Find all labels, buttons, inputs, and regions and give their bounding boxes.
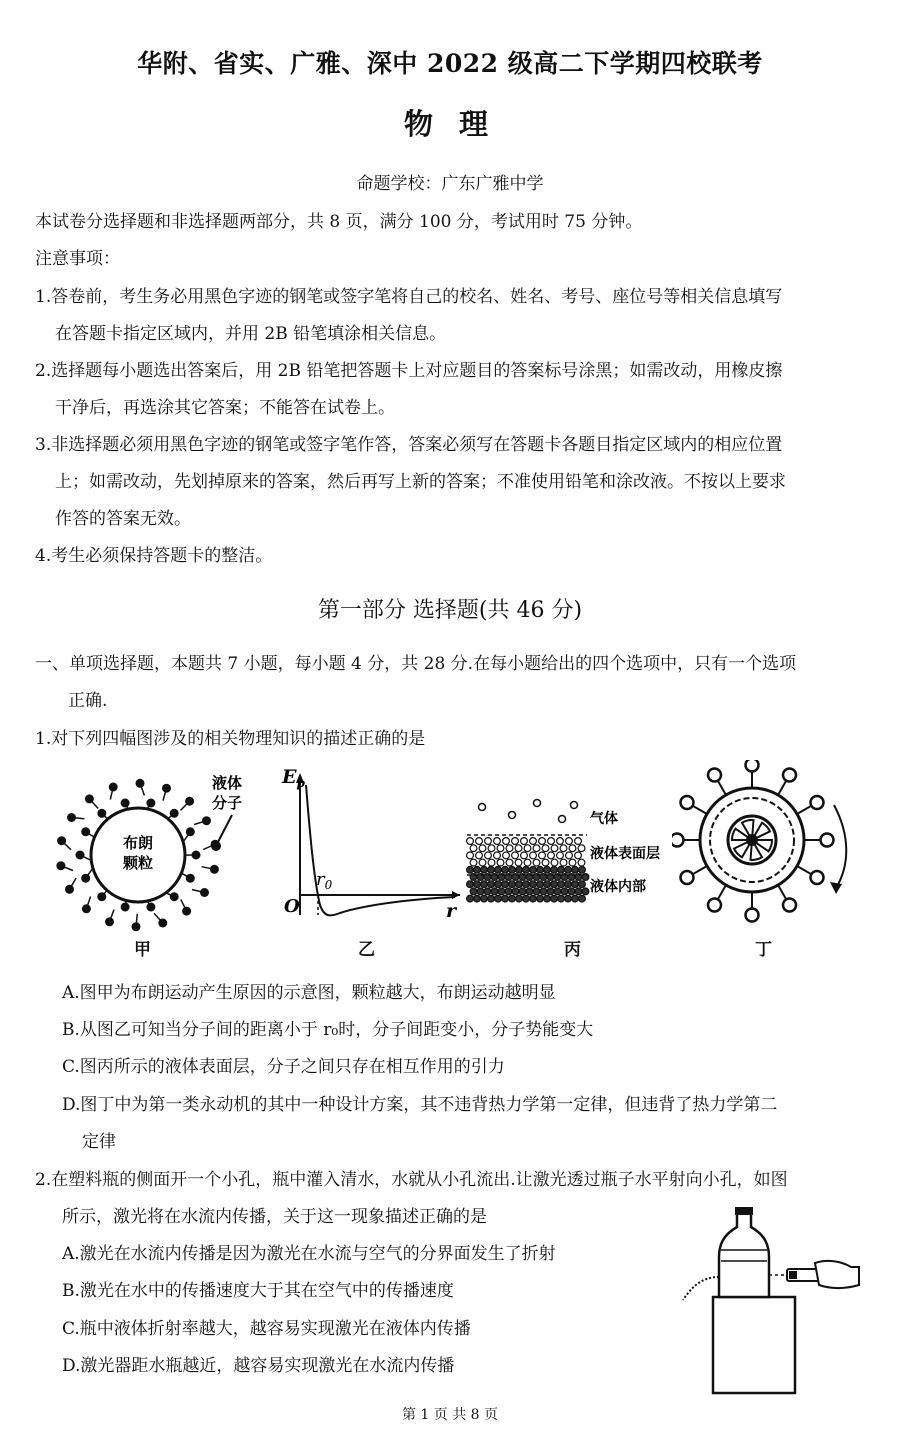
q2-option-c: C.瓶中液体折射率越大，越容易实现激光在液体内传播 — [62, 1319, 471, 1339]
liquid-molecule — [512, 888, 519, 895]
liquid-molecule — [488, 895, 495, 902]
liquid-molecule — [565, 866, 572, 873]
q1-option-d: D.图丁中为第一类永动机的其中一种设计方案，其不违背热力学第一定律，但违背了热力学第二 — [62, 1095, 778, 1115]
q2-stem: 2.在塑料瓶的侧面开一个小孔，瓶中灌入清水，水就从小孔流出.让激光透过瓶子水平射向小孔，如图 — [35, 1170, 788, 1190]
liquid-molecule — [470, 859, 477, 866]
notice-line: 2.选择题每小题选出答案后，用 2B 铅笔把答题卡上对应题目的答案标号涂黑；如需改动，用橡皮擦 — [35, 361, 783, 381]
liquid-molecule — [557, 838, 564, 845]
liquid-molecule — [530, 895, 537, 902]
liquid-molecule — [474, 895, 481, 902]
liquid-molecule — [572, 881, 579, 888]
liquid-molecule — [537, 866, 544, 873]
liquid-molecule — [566, 852, 573, 859]
spoke-ball — [746, 760, 759, 772]
liquid-molecule — [521, 838, 528, 845]
liquid-molecule — [516, 895, 523, 902]
notice-line: 4.考生必须保持答题卡的整洁。 — [35, 546, 273, 566]
liquid-molecule — [540, 888, 547, 895]
liquid-molecule — [495, 881, 502, 888]
intro-text: 本试卷分选择题和非选择题两部分，共 8 页，满分 100 分，考试用时 75 分钟。 — [35, 212, 643, 232]
molecule-dot — [211, 841, 221, 851]
liquid-molecule — [551, 859, 558, 866]
notice-line: 上；如需改动，先划掉原来的答案，然后再写上新的答案；不准使用铅笔和涂改液。不按以上要求 — [55, 472, 786, 492]
liquid-molecule — [554, 888, 561, 895]
liquid-molecule — [530, 852, 537, 859]
particle-label: 颗粒 — [122, 854, 154, 872]
liquid-molecule — [509, 895, 516, 902]
liquid-molecule — [544, 866, 551, 873]
liquid-molecule — [509, 881, 516, 888]
spoke-ball — [672, 834, 684, 847]
molecule-velocity-arrow — [154, 913, 163, 923]
liquid-molecule — [481, 866, 488, 873]
liquid-molecule — [521, 852, 528, 859]
figure-bing — [462, 795, 672, 905]
gas-label: 气体 — [590, 811, 618, 827]
liquid-molecule — [523, 881, 530, 888]
gas-molecule — [534, 800, 541, 807]
pointer-line — [218, 815, 232, 842]
liquid-molecule — [477, 888, 484, 895]
caption-jia: 甲 — [134, 940, 151, 960]
liquid-molecule — [497, 845, 504, 852]
liquid-molecule — [568, 888, 575, 895]
liquid-molecule — [479, 845, 486, 852]
liquid-molecule — [542, 859, 549, 866]
liquid-molecule — [551, 881, 558, 888]
liquid-molecule — [558, 881, 565, 888]
liquid-molecule — [566, 838, 573, 845]
liquid-molecule — [470, 845, 477, 852]
liquid-molecule — [476, 838, 483, 845]
q1-option-d-cont: 定律 — [82, 1132, 116, 1152]
liquid-molecule — [547, 888, 554, 895]
q1-option-b: B.从图乙可知当分子间的距离小于 r₀时，分子间距变小，分子势能变大 — [62, 1020, 594, 1040]
liquid-molecule — [544, 895, 551, 902]
liquid-molecule — [488, 859, 495, 866]
liquid-molecule — [470, 888, 477, 895]
r0-label: $r_0$ — [316, 869, 333, 892]
liquid-molecule — [512, 852, 519, 859]
liquid-molecule — [548, 838, 555, 845]
section-instruction: 一、单项选择题，本题共 7 小题，每小题 4 分，共 28 分.在每小题给出的四个选项中，只有一个选项 — [35, 654, 797, 674]
caption-bing: 丙 — [564, 940, 581, 960]
laser-tip — [789, 1271, 797, 1279]
liquid-molecule — [539, 838, 546, 845]
liquid-molecule — [579, 866, 586, 873]
liquid-molecule — [548, 852, 555, 859]
q1-stem: 1.对下列四幅图涉及的相关物理知识的描述正确的是 — [35, 729, 426, 749]
section-instruction: 正确. — [68, 691, 108, 711]
liquid-molecule — [505, 888, 512, 895]
q2-option-b: B.激光在水中的传播速度大于其在空气中的传播速度 — [62, 1281, 454, 1301]
liquid-molecule — [537, 881, 544, 888]
liquid-molecule — [530, 838, 537, 845]
liquid-molecule — [557, 852, 564, 859]
liquid-molecule — [523, 895, 530, 902]
ep-label: $E_p$ — [282, 766, 305, 790]
page-footer: 第 1 页 共 8 页 — [401, 1407, 499, 1423]
liquid-inner-label: 液体内部 — [590, 879, 646, 895]
liquid-molecule — [578, 845, 585, 852]
liquid-molecule — [526, 888, 533, 895]
liquid-molecule — [488, 881, 495, 888]
spoke-ball — [811, 796, 824, 809]
liquid-molecule — [484, 888, 491, 895]
liquid-molecule — [560, 859, 567, 866]
liquid-molecule — [533, 888, 540, 895]
liquid-molecule — [561, 888, 568, 895]
liquid-molecule — [551, 866, 558, 873]
liquid-molecule — [479, 859, 486, 866]
liquid-molecule — [533, 859, 540, 866]
particle-label: 布朗 — [122, 834, 154, 852]
liquid-molecule — [503, 838, 510, 845]
part1-heading: 第一部分 选择题(共 46 分) — [317, 598, 583, 623]
spoke-ball — [783, 769, 796, 782]
figure-jia — [40, 760, 250, 935]
molecule-velocity-arrow — [181, 801, 190, 810]
q2-stem: 所示，激光将在水流内传播，关于这一现象描述正确的是 — [62, 1207, 487, 1227]
liquid-molecules — [467, 800, 589, 903]
liquid-molecule — [572, 866, 579, 873]
liquid-molecule — [474, 881, 481, 888]
liquid-molecule — [537, 895, 544, 902]
notice-line: 1.答卷前，考生务必用黑色字迹的钢笔或签字笔将自己的校名、姓名、考号、座位号等相关信息填写 — [35, 287, 783, 307]
liquid-molecule — [467, 866, 474, 873]
liquid-molecule — [575, 838, 582, 845]
liquid-molecule — [572, 895, 579, 902]
r-label: r — [446, 900, 457, 922]
liquid-molecule — [544, 881, 551, 888]
liquid-molecule — [515, 859, 522, 866]
liquid-molecule — [530, 866, 537, 873]
liquid-molecule — [582, 888, 589, 895]
notice-line: 在答题卡指定区域内，并用 2B 铅笔填涂相关信息。 — [55, 324, 447, 344]
caption-ding: 丁 — [755, 940, 772, 960]
liquid-molecule — [558, 895, 565, 902]
liquid-molecule — [502, 895, 509, 902]
gas-molecule — [509, 812, 516, 819]
liquid-molecule — [467, 838, 474, 845]
liquid-molecule — [467, 852, 474, 859]
liquid-molecule — [494, 838, 501, 845]
liquid-molecule — [509, 866, 516, 873]
stand-block — [713, 1297, 795, 1393]
liquid-molecule — [512, 838, 519, 845]
gas-molecule — [479, 804, 486, 811]
q1-option-a: A.图甲为布朗运动产生原因的示意图，颗粒越大，布朗运动越明显 — [62, 983, 556, 1003]
liquid-molecule — [523, 866, 530, 873]
liquid-molecule — [524, 845, 531, 852]
molecule-label: 液体 — [212, 774, 243, 792]
liquid-molecule — [474, 866, 481, 873]
molecule-dot — [186, 827, 195, 836]
spoke-ball — [708, 899, 721, 912]
liquid-molecule — [506, 859, 513, 866]
notice-line: 干净后，再选涂其它答案；不能答在试卷上。 — [55, 398, 395, 418]
liquid-molecule — [467, 895, 474, 902]
liquid-molecule — [476, 852, 483, 859]
liquid-molecule — [578, 859, 585, 866]
liquid-molecule — [558, 866, 565, 873]
spoke-ball — [821, 834, 834, 847]
plastic-bottle — [719, 1213, 769, 1297]
liquid-molecule — [481, 881, 488, 888]
liquid-molecule — [542, 845, 549, 852]
liquid-molecule — [560, 845, 567, 852]
liquid-molecule — [524, 859, 531, 866]
exam-title: 华附、省实、广雅、深中 2022 级高二下学期四校联考 — [137, 49, 763, 78]
liquid-molecule — [467, 881, 474, 888]
liquid-molecule — [515, 845, 522, 852]
q1-option-c: C.图丙所示的液体表面层，分子之间只存在相互作用的引力 — [62, 1057, 505, 1077]
caption-yi: 乙 — [358, 940, 375, 960]
spoke-ball — [681, 871, 694, 884]
spoke-ball — [708, 769, 721, 782]
liquid-molecule — [539, 852, 546, 859]
liquid-molecule — [502, 881, 509, 888]
liquid-molecule — [488, 866, 495, 873]
liquid-molecule — [530, 881, 537, 888]
setter-school: 命题学校：广东广雅中学 — [356, 174, 544, 194]
liquid-molecule — [533, 845, 540, 852]
q2-option-d: D.激光器距水瓶越近，越容易实现激光在水流内传播 — [62, 1356, 455, 1376]
spoke-ball — [681, 796, 694, 809]
molecule-label: 分子 — [212, 794, 243, 812]
liquid-molecule — [495, 895, 502, 902]
spoke-ball — [811, 871, 824, 884]
liquid-molecule — [516, 881, 523, 888]
rotation-arrowhead — [830, 882, 842, 894]
subject-title: 物 理 — [403, 107, 497, 141]
liquid-molecule — [579, 895, 586, 902]
liquid-molecule — [497, 859, 504, 866]
liquid-molecule — [488, 845, 495, 852]
liquid-molecule — [565, 881, 572, 888]
liquid-molecule — [506, 845, 513, 852]
surface-layer-label: 液体表面层 — [590, 846, 660, 862]
spoke-ball — [746, 909, 759, 922]
liquid-molecule — [551, 895, 558, 902]
liquid-molecule — [519, 888, 526, 895]
origin-label: O — [284, 896, 300, 917]
liquid-molecule — [485, 838, 492, 845]
molecule-dot — [81, 827, 90, 836]
liquid-molecule — [575, 888, 582, 895]
molecule-dot — [186, 874, 195, 883]
gas-molecule — [571, 802, 578, 809]
hand — [815, 1261, 859, 1288]
liquid-molecule — [582, 874, 589, 881]
liquid-molecule — [491, 888, 498, 895]
molecule-dot — [136, 779, 145, 788]
bottle-cap — [735, 1207, 753, 1215]
notice-line: 3.非选择题必须用黑色字迹的钢笔或签字笔作答，答案必须写在答题卡各题目指定区域内的相应位置 — [35, 435, 783, 455]
q2-option-a: A.激光在水流内传播是因为激光在水流与空气的分界面发生了折射 — [62, 1244, 556, 1264]
figure-ding — [672, 760, 857, 930]
rotation-arrow — [834, 805, 846, 888]
gas-molecule — [559, 816, 566, 823]
liquid-molecule — [481, 895, 488, 902]
liquid-molecule — [503, 852, 510, 859]
liquid-molecule — [569, 845, 576, 852]
molecule-velocity-arrow — [62, 841, 71, 850]
liquid-molecule — [495, 866, 502, 873]
liquid-molecule — [498, 888, 505, 895]
figure-bottle-laser — [675, 1205, 875, 1395]
spoke-ball — [783, 899, 796, 912]
liquid-molecule — [565, 895, 572, 902]
liquid-molecule — [516, 866, 523, 873]
notice-line: 作答的答案无效。 — [55, 509, 191, 529]
liquid-molecule — [502, 866, 509, 873]
liquid-molecule — [579, 881, 586, 888]
liquid-molecule — [575, 852, 582, 859]
liquid-molecule — [494, 852, 501, 859]
figure-yi — [270, 755, 470, 930]
notice-heading: 注意事项： — [35, 249, 120, 269]
molecule-velocity-arrow — [89, 799, 98, 809]
liquid-molecule — [569, 859, 576, 866]
liquid-molecule — [485, 852, 492, 859]
liquid-molecule — [551, 845, 558, 852]
molecule-dot — [170, 892, 179, 901]
